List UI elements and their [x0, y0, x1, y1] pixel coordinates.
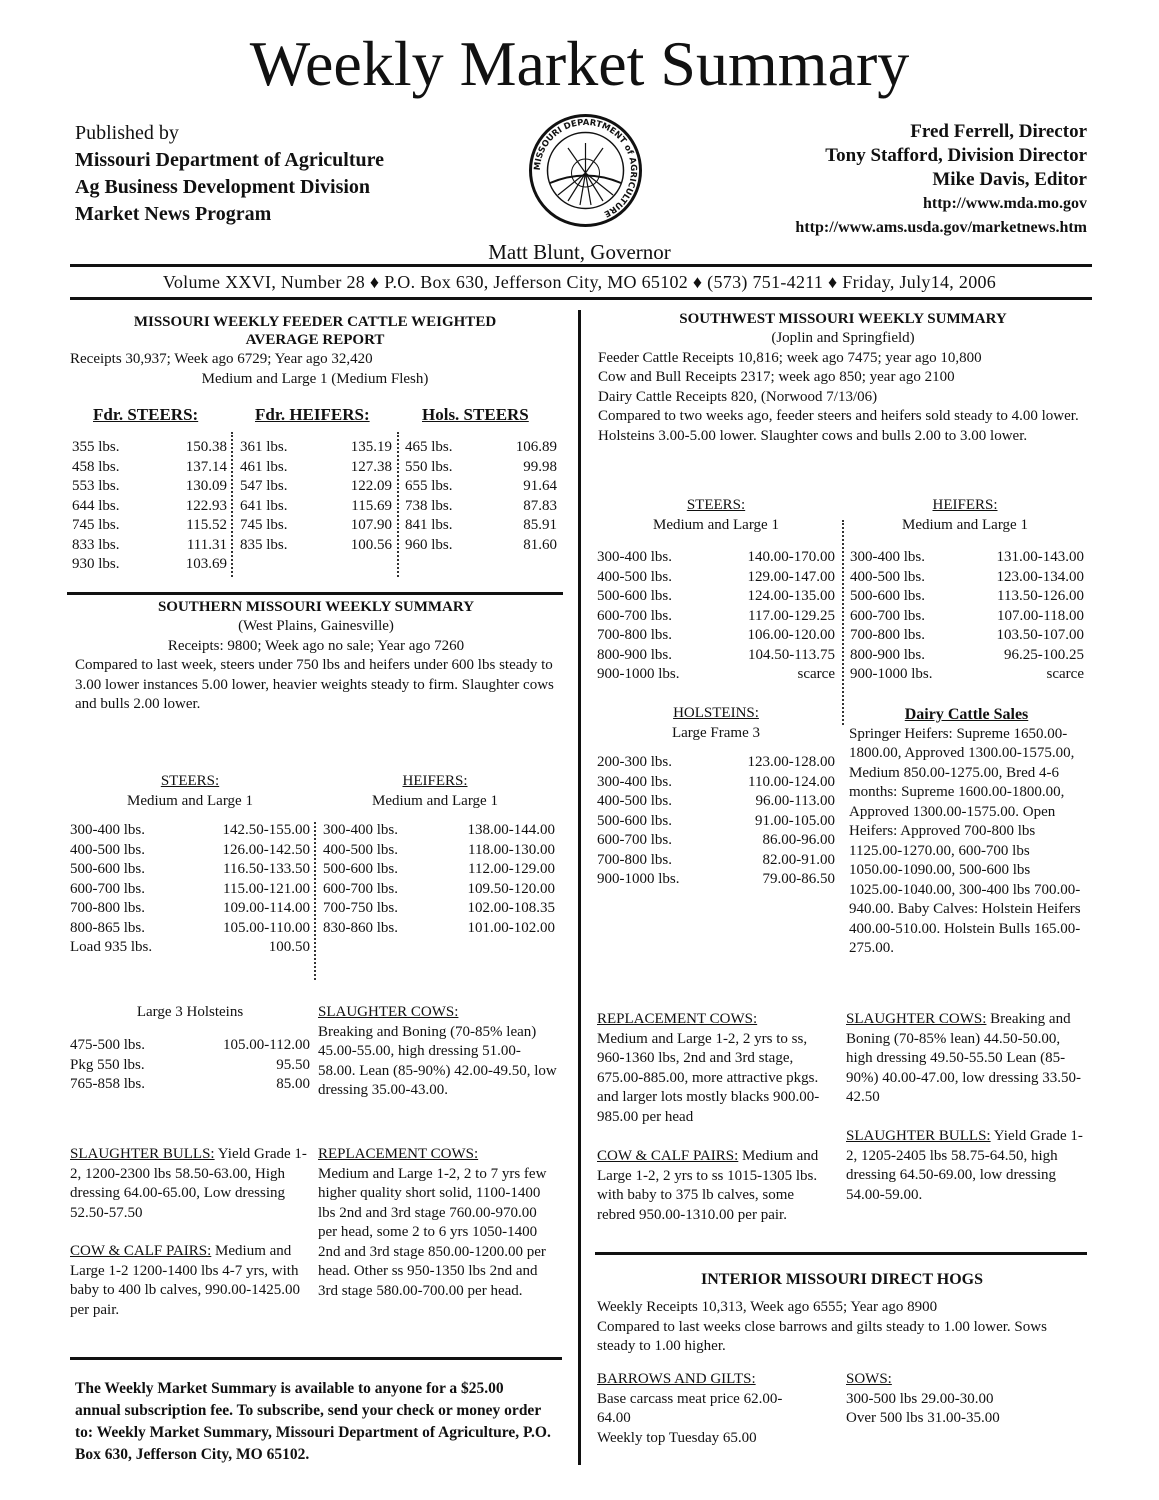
table-row	[70, 1075, 310, 1095]
price-cell: 100.56	[350, 536, 392, 553]
table-row	[72, 516, 227, 536]
subheading: SLAUGHTER COWS:	[318, 1004, 459, 1020]
section-title: SOUTHWEST MISSOURI WEEKLY SUMMARY	[679, 311, 1007, 327]
price-cell: 112.00-129.00	[468, 861, 555, 878]
seal-text: MISSOURI DEPARTMENT of AGRICULTURE	[532, 117, 639, 219]
weight-cell: 800-865 lbs.	[70, 919, 145, 936]
receipts-line: Weekly Receipts 10,313, Week ago 6555; Year ago 8900	[597, 1299, 938, 1315]
grade-line: Medium and Large 1	[127, 792, 253, 809]
price-cell: 126.00-142.50	[222, 841, 310, 858]
divider	[70, 264, 1092, 267]
price-table	[70, 821, 310, 958]
subheading: COW & CALF PAIRS:	[70, 1243, 212, 1259]
weight-cell: 700-800 lbs.	[597, 851, 672, 868]
weight-cell: 930 lbs.	[72, 556, 120, 573]
column-header: HOLSTEINS:	[673, 705, 759, 721]
table-row	[597, 548, 835, 568]
table-row	[72, 555, 227, 575]
price-table	[597, 548, 835, 685]
divider	[595, 1252, 1087, 1255]
column-divider	[578, 310, 581, 1465]
price-table	[597, 753, 835, 890]
table-row	[405, 516, 557, 536]
price-cell: 142.50-155.00	[222, 822, 310, 839]
table-row	[323, 899, 555, 919]
price-cell: 107.00-118.00	[997, 607, 1084, 624]
weight-cell: 461 lbs.	[240, 458, 288, 475]
price-cell: 103.69	[185, 556, 227, 573]
grade-line: Medium and Large 1	[372, 792, 498, 809]
subheading: COW & CALF PAIRS:	[597, 1148, 739, 1164]
weight-cell: 600-700 lbs.	[70, 880, 145, 897]
table-row	[70, 919, 310, 939]
table-row	[240, 477, 392, 497]
weight-cell: 400-500 lbs.	[597, 568, 672, 585]
weight-cell: 550 lbs.	[405, 458, 453, 475]
subheading: REPLACEMENT COWS:	[597, 1011, 758, 1027]
weight-cell: 355 lbs.	[72, 439, 120, 456]
table-row	[70, 880, 310, 900]
price-cell: 115.00-121.00	[223, 880, 310, 897]
staff-line: Tony Stafford, Division Director	[825, 145, 1087, 166]
weight-cell: 458 lbs.	[72, 458, 120, 475]
weight-cell: 200-300 lbs.	[597, 754, 672, 771]
price-cell: 109.50-120.00	[467, 880, 555, 897]
slaughter-bulls-block	[846, 1127, 1084, 1205]
price-cell: 104.50-113.75	[748, 646, 835, 663]
weight-cell: 738 lbs.	[405, 497, 453, 514]
table-row	[72, 536, 227, 556]
price-cell: 85.91	[523, 517, 557, 534]
table-row	[850, 568, 1084, 588]
table-row	[70, 821, 310, 841]
weight-cell: 700-800 lbs.	[70, 900, 145, 917]
weight-cell: 475-500 lbs.	[70, 1037, 145, 1054]
table-row	[405, 477, 557, 497]
weight-cell: 400-500 lbs.	[850, 568, 925, 585]
table-row	[597, 607, 835, 627]
weight-cell: Pkg 550 lbs.	[70, 1056, 145, 1073]
table-row	[323, 919, 555, 939]
weight-cell: 745 lbs.	[72, 517, 120, 534]
table-row	[597, 831, 835, 851]
weight-cell: 835 lbs.	[240, 536, 288, 553]
price-table	[240, 438, 392, 555]
url-link[interactable]: http://www.ams.usda.gov/marketnews.htm	[795, 219, 1087, 236]
summary-text: Compared to two weeks ago, feeder steers and heifers sold steady to 4.00 lower. Holsteins 3.00-5.00 lower. Slaughter cows and bulls 2.00 to 3.00 lower.	[598, 408, 1079, 444]
dotted-divider	[231, 432, 233, 577]
steers-heading	[70, 772, 310, 811]
table-row	[70, 899, 310, 919]
table-row	[597, 587, 835, 607]
table-row	[70, 938, 310, 958]
table-row	[70, 860, 310, 880]
weight-cell: 600-700 lbs.	[850, 607, 925, 624]
price-table	[850, 548, 1084, 685]
receipts-line: Feeder Cattle Receipts 10,816; week ago 7475; year ago 10,800	[598, 349, 982, 366]
weight-cell: 800-900 lbs.	[850, 646, 925, 663]
department-seal-icon	[528, 113, 643, 228]
table-row	[597, 753, 835, 773]
section-title: AVERAGE REPORT	[245, 332, 385, 348]
weight-cell: 500-600 lbs.	[597, 812, 672, 829]
table-row	[405, 497, 557, 517]
price-cell: 81.60	[523, 536, 557, 553]
section-title: INTERIOR MISSOURI DIRECT HOGS	[701, 1271, 983, 1288]
price-cell: 123.00-128.00	[747, 754, 835, 771]
column-header: Fdr. HEIFERS:	[255, 405, 370, 424]
pairs-block	[597, 1147, 835, 1225]
weight-cell: 300-400 lbs.	[597, 773, 672, 790]
price-cell: 131.00-143.00	[996, 549, 1084, 566]
weight-cell: 700-750 lbs.	[323, 900, 398, 917]
org-line: Ag Business Development Division	[75, 176, 371, 198]
price-cell: 127.38	[350, 458, 392, 475]
table-row	[323, 821, 555, 841]
subheading: SLAUGHTER COWS:	[846, 1011, 987, 1027]
org-line: Missouri Department of Agriculture	[75, 149, 385, 171]
summary-text: Compared to last weeks close barrows and gilts steady to 1.00 lower. Sows steady to 1.00 higher.	[597, 1318, 1047, 1354]
price-cell: 117.00-129.25	[748, 607, 835, 624]
price-table	[70, 1036, 310, 1095]
price-cell: 102.00-108.35	[467, 900, 555, 917]
table-row	[240, 497, 392, 517]
price-cell: 130.09	[185, 478, 227, 495]
table-row	[70, 1056, 310, 1076]
price-cell: 91.00-105.00	[755, 812, 835, 829]
price-cell: 137.14	[185, 458, 227, 475]
location-line: (West Plains, Gainesville)	[238, 618, 394, 634]
paragraph: 300-500 lbs 29.00-30.00	[846, 1390, 994, 1407]
grade-line: Medium and Large 1 (Medium Flesh)	[201, 370, 429, 387]
heifers-heading	[846, 496, 1084, 535]
table-row	[850, 646, 1084, 666]
price-cell: 100.50	[268, 939, 310, 956]
replacement-block	[318, 1145, 558, 1301]
weight-cell: 900-1000 lbs.	[850, 666, 933, 683]
weight-cell: 553 lbs.	[72, 478, 120, 495]
grade-line: Large Frame 3	[671, 724, 761, 741]
subheading: Dairy Cattle Sales	[904, 706, 1029, 723]
weight-cell: 600-700 lbs.	[323, 880, 398, 897]
section-title: MISSOURI WEEKLY FEEDER CATTLE WEIGHTED	[133, 314, 497, 330]
subheading: SOWS:	[846, 1371, 892, 1387]
weight-cell: 700-800 lbs.	[850, 627, 925, 644]
weight-cell: 500-600 lbs.	[70, 861, 145, 878]
table-row	[597, 851, 835, 871]
weight-cell: 361 lbs.	[240, 439, 288, 456]
price-cell: 113.50-126.00	[997, 588, 1084, 605]
table-row	[597, 646, 835, 666]
price-cell: 95.50	[276, 1056, 310, 1073]
table-row	[70, 841, 310, 861]
weight-cell: 300-400 lbs.	[850, 549, 925, 566]
price-cell: 105.00-112.00	[223, 1037, 310, 1054]
section-title: SOUTHERN MISSOURI WEEKLY SUMMARY	[157, 599, 475, 615]
page-title: Weekly Market Summary	[249, 28, 910, 99]
weight-cell: 600-700 lbs.	[597, 607, 672, 624]
paragraph: Medium and Large 1-2 1200-1400 lbs 4-7 yrs, with baby to 400 lb calves, 990.00-1425.00 per pair.	[70, 1243, 300, 1318]
table-row	[597, 870, 835, 890]
price-cell: 96.25-100.25	[1004, 646, 1084, 663]
table-row	[72, 458, 227, 478]
price-cell: 109.00-114.00	[223, 900, 310, 917]
price-table	[323, 821, 555, 938]
dotted-divider	[397, 432, 399, 577]
receipts-line: Receipts: 9800; Week ago no sale; Year ago 7260	[167, 637, 465, 654]
price-cell: 116.50-133.50	[223, 861, 310, 878]
price-cell: scarce	[1046, 666, 1084, 683]
table-row	[597, 773, 835, 793]
paragraph: Base carcass meat price 62.00-64.00	[597, 1390, 783, 1426]
price-cell: 150.38	[185, 439, 227, 456]
paragraph: Medium and Large 1-2, 2 to 7 yrs few higher quality short solid, 1100-1400 lbs 2nd and 3rd stage 760.00-970.00 per head, some 2 to 6 yrs 1050-1400 2nd and 3rd stage 850.00-1200.00 per head. Other ss 950-1350 lbs 2nd and 3rd stage 580.00-700.00 per head.	[318, 1165, 547, 1299]
paragraph: Breaking and Boning (70-85% lean) 44.50-50.00, high dressing 49.50-55.50 Lean (85-90%) 40.00-47.00, low dressing 33.50-42.50	[846, 1011, 1081, 1105]
price-cell: 79.00-86.50	[762, 871, 835, 888]
price-cell: scarce	[797, 666, 835, 683]
price-cell: 124.00-135.00	[747, 588, 835, 605]
weight-cell: 830-860 lbs.	[323, 919, 398, 936]
price-cell: 115.52	[186, 517, 227, 534]
price-cell: 138.00-144.00	[467, 822, 555, 839]
divider	[67, 592, 563, 595]
price-cell: 123.00-134.00	[996, 568, 1084, 585]
weight-cell: 300-400 lbs.	[323, 822, 398, 839]
subscribe-note: The Weekly Market Summary is available to anyone for a $25.00 annual subscription fee. To subscribe, send your check or money order to: Weekly Market Summary, Missouri Department of Agriculture, P.O. Box 630, Jefferson City, MO 65102.	[75, 1380, 551, 1463]
feeder-section	[70, 313, 560, 389]
column-header: STEERS:	[160, 773, 220, 789]
dotted-divider	[314, 822, 316, 980]
location-line: (Joplin and Springfield)	[771, 330, 915, 346]
table-row	[597, 812, 835, 832]
column-header: STEERS:	[686, 497, 746, 513]
holsteins-heading: Large 3 Holsteins	[136, 1004, 244, 1020]
table-row	[240, 458, 392, 478]
table-row	[850, 587, 1084, 607]
hogs-section	[597, 1270, 1087, 1357]
table-row	[240, 438, 392, 458]
weight-cell: 900-1000 lbs.	[597, 666, 680, 683]
grade-line: Medium and Large 1	[902, 516, 1028, 533]
grade-line: Medium and Large 1	[653, 516, 779, 533]
weight-cell: 500-600 lbs.	[597, 588, 672, 605]
column-header: HEIFERS:	[402, 773, 468, 789]
price-cell: 103.50-107.00	[996, 627, 1084, 644]
paragraph: Weekly top Tuesday 65.00	[597, 1429, 757, 1446]
published-by: Published by	[75, 122, 179, 144]
url-link[interactable]: http://www.mda.mo.gov	[922, 195, 1087, 212]
price-cell: 87.83	[523, 497, 557, 514]
receipts-line: Dairy Cattle Receipts 820, (Norwood 7/13/06)	[598, 388, 878, 405]
weight-cell: 547 lbs.	[240, 478, 288, 495]
table-row	[240, 516, 392, 536]
paragraph: Yield Grade 1-2, 1205-2405 lbs 58.75-64.50, high dressing 64.50-69.00, low dressing 54.00-59.00.	[846, 1128, 1083, 1203]
dairy-block	[849, 705, 1084, 959]
publisher-block	[75, 120, 384, 228]
weight-cell: 641 lbs.	[240, 497, 288, 514]
price-cell: 86.00-96.00	[762, 832, 835, 849]
price-cell: 122.09	[350, 478, 392, 495]
paragraph: Springer Heifers: Supreme 1650.00-1800.00, Approved 1300.00-1575.00, Medium 850.00-1275.00, Bred 4-6 months: Supreme 1600.00-1800.00, Approved 1300.00-1575.00. Open Heifers: Approved 700-800 lbs 1125.00-1270.00, 600-700 lbs 1050.00-1090.00, 500-600 lbs 1025.00-1040.00, 300-400 lbs 700.00-940.00. Baby Calves: Holstein Heifers 400.00-510.00. Holstein Bulls 165.00-275.00.	[849, 725, 1081, 956]
table-row	[405, 438, 557, 458]
table-row	[72, 438, 227, 458]
price-table	[405, 438, 557, 555]
paragraph: Yield Grade 1-2, 1200-2300 lbs 58.50-63.00, High dressing 64.00-65.00, Low dressing 52.50-57.50	[70, 1146, 307, 1221]
paragraph: Medium and Large 1-2, 2 yrs to ss, 960-1360 lbs, 2nd and 3rd stage, 675.00-885.00, more attractive pkgs. and larger lots mostly blacks 900.00-985.00 per head	[597, 1030, 820, 1125]
weight-cell: 900-1000 lbs.	[597, 871, 680, 888]
slaughter-cows-block	[318, 1003, 558, 1101]
price-cell: 110.00-124.00	[748, 773, 835, 790]
price-cell: 140.00-170.00	[747, 549, 835, 566]
receipts-line: Cow and Bull Receipts 2317; week ago 850; year ago 2100	[598, 369, 955, 385]
price-cell: 118.00-130.00	[468, 841, 555, 858]
price-cell: 107.90	[350, 517, 392, 534]
weight-cell: 700-800 lbs.	[597, 627, 672, 644]
table-row	[405, 536, 557, 556]
price-cell: 135.19	[350, 439, 392, 456]
weight-cell: 833 lbs.	[72, 536, 120, 553]
table-row	[70, 1036, 310, 1056]
table-row	[323, 880, 555, 900]
weight-cell: 655 lbs.	[405, 478, 453, 495]
table-row	[597, 626, 835, 646]
price-cell: 96.00-113.00	[755, 793, 835, 810]
table-row	[850, 665, 1084, 685]
sows-block	[846, 1370, 1084, 1429]
slaughter-cows-block	[846, 1010, 1084, 1108]
replacement-block	[597, 1010, 835, 1127]
price-table	[72, 438, 227, 575]
paragraph: Medium and Large 1-2, 2 yrs to ss 1015-1305 lbs. with baby to 375 lb calves, some rebred 950.00-1310.00 per pair.	[597, 1148, 819, 1223]
weight-cell: 300-400 lbs.	[70, 822, 145, 839]
table-row	[850, 626, 1084, 646]
steers-heading	[597, 496, 835, 535]
summary-text: Compared to last week, steers under 750 lbs and heifers under 600 lbs steady to 3.00 lower instances 5.00 lower, heavier weights steady to firm. Slaughter cows and bulls 2.00 lower.	[75, 657, 554, 712]
column-header: Fdr. STEERS:	[93, 405, 199, 424]
price-cell: 85.00	[276, 1076, 310, 1093]
table-row	[597, 792, 835, 812]
table-row	[72, 497, 227, 517]
weight-cell: 841 lbs.	[405, 517, 453, 534]
subheading: REPLACEMENT COWS:	[318, 1146, 479, 1162]
weight-cell: 800-900 lbs.	[597, 646, 672, 663]
governor-line: Matt Blunt, Governor	[488, 240, 671, 264]
weight-cell: 960 lbs.	[405, 536, 453, 553]
pairs-block	[70, 1242, 308, 1320]
table-row	[323, 841, 555, 861]
weight-cell: 500-600 lbs.	[323, 861, 398, 878]
table-row	[405, 458, 557, 478]
subheading: SLAUGHTER BULLS:	[846, 1128, 991, 1144]
price-cell: 106.00-120.00	[747, 627, 835, 644]
dotted-divider	[842, 520, 844, 725]
paragraph: Breaking and Boning (70-85% lean) 45.00-55.00, high dressing 51.00-58.00. Lean (85-90%) 42.00-49.50, low dressing 35.00-43.00.	[318, 1023, 557, 1098]
divider	[70, 297, 1092, 300]
barrows-block	[597, 1370, 812, 1448]
price-cell: 105.00-110.00	[223, 919, 310, 936]
table-row	[597, 568, 835, 588]
weight-cell: 600-700 lbs.	[597, 832, 672, 849]
table-row	[240, 536, 392, 556]
price-cell: 122.93	[185, 497, 227, 514]
price-cell: 106.89	[515, 439, 557, 456]
heifers-heading	[315, 772, 555, 811]
table-row	[850, 607, 1084, 627]
price-cell: 91.64	[523, 478, 557, 495]
subheading: SLAUGHTER BULLS:	[70, 1146, 215, 1162]
weight-cell: 765-858 lbs.	[70, 1076, 145, 1093]
paragraph: Over 500 lbs 31.00-35.00	[846, 1410, 1000, 1426]
weight-cell: 400-500 lbs.	[597, 793, 672, 810]
staff-line: Fred Ferrell, Director	[910, 121, 1087, 142]
weight-cell: 644 lbs.	[72, 497, 120, 514]
slaughter-bulls-block	[70, 1145, 308, 1223]
column-header: Hols. STEERS	[422, 405, 529, 424]
price-cell: 99.98	[523, 458, 557, 475]
subheading: BARROWS AND GILTS:	[597, 1371, 756, 1387]
table-row	[597, 665, 835, 685]
table-row	[850, 548, 1084, 568]
price-cell: 82.00-91.00	[762, 851, 835, 868]
weight-cell: Load 935 lbs.	[70, 939, 153, 956]
org-line: Market News Program	[75, 203, 272, 225]
divider	[70, 1357, 562, 1360]
southern-section	[72, 598, 560, 715]
column-header: HEIFERS:	[932, 497, 998, 513]
price-cell: 115.69	[351, 497, 392, 514]
holsteins-heading	[597, 704, 835, 743]
staff-block	[795, 120, 1087, 240]
table-row	[323, 860, 555, 880]
receipts-line: Receipts 30,937; Week ago 6729; Year ago 32,420	[70, 351, 373, 367]
weight-cell: 400-500 lbs.	[70, 841, 145, 858]
weight-cell: 465 lbs.	[405, 439, 453, 456]
weight-cell: 300-400 lbs.	[597, 549, 672, 566]
price-cell: 129.00-147.00	[747, 568, 835, 585]
staff-line: Mike Davis, Editor	[932, 169, 1087, 190]
price-cell: 101.00-102.00	[467, 919, 555, 936]
weight-cell: 745 lbs.	[240, 517, 288, 534]
weight-cell: 500-600 lbs.	[850, 588, 925, 605]
southwest-section	[598, 310, 1088, 446]
price-cell: 111.31	[186, 536, 227, 553]
weight-cell: 400-500 lbs.	[323, 841, 398, 858]
table-row	[72, 477, 227, 497]
volume-line: Volume XXVI, Number 28 ♦ P.O. Box 630, Jefferson City, MO 65102 ♦ (573) 751-4211 ♦ Friday, July14, 2006	[162, 272, 997, 292]
